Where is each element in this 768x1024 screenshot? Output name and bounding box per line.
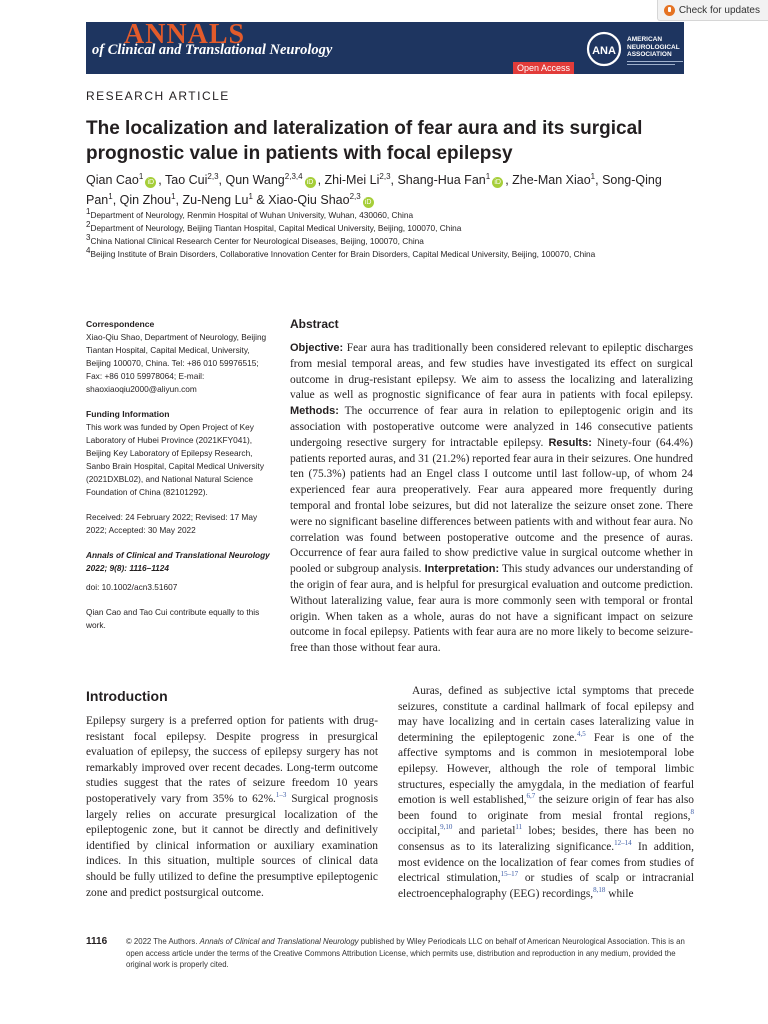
author-name[interactable]: Zhe-Man Xiao	[512, 173, 591, 187]
affiliation-list	[86, 209, 706, 261]
affiliation-text: Beijing Institute of Brain Disorders, Collaborative Innovation Center for Brain Disorders, Capital Medical University, Beijing, 100070, China	[90, 249, 596, 259]
author-name[interactable]: Shang-Hua Fan	[397, 173, 486, 187]
dates-block	[86, 511, 276, 537]
orcid-icon[interactable]: iD	[363, 197, 374, 208]
abstract-body	[290, 341, 693, 657]
ana-name	[627, 36, 680, 59]
affiliation-item	[86, 209, 706, 222]
citation-link[interactable]: 15–17	[500, 870, 519, 879]
author-affiliation-marker: 1	[171, 191, 176, 201]
correspondence-block	[86, 318, 276, 396]
ana-divider	[627, 64, 675, 65]
license-text	[126, 936, 696, 971]
crossmark-icon	[664, 5, 675, 16]
citation-block	[86, 549, 276, 594]
copyright-text: © 2022 The Authors.	[126, 937, 200, 946]
body-text: Epilepsy surgery is a preferred option for patients with drug-resistant focal epilepsy. Despite progress in presurgical evaluation of epilepsy, the success of epilepsy surgery has not remarkably improved over recent decades. Long-term outcome studies suggest that the rates of seizure freedom 10 years postoperatively vary from 35% to 62%.	[86, 715, 378, 805]
interpretation-text: This study advances our understanding of the origin of fear aura, and is helpful for presurgical evaluation and outcome prediction. Without lateralizing value, fear aura is more commonly seen with temporal or frontal origin. When taken as a whole, auras do not have a significant impact on seizure outcome in focal epilepsy. Patients with fear aura are no more likely to become seizure-free than those without fear aura.	[290, 563, 693, 655]
author-affiliation-marker: 2,3,4	[284, 171, 303, 181]
body-text: In addition, most evidence on the localization of fear comes from studies of electrical stimulation,	[398, 840, 694, 885]
open-access-badge: Open Access	[513, 62, 574, 74]
ana-logo-text: ANA	[592, 45, 616, 57]
ana-name-line: ASSOCIATION	[627, 51, 672, 58]
introduction-left-column	[86, 714, 378, 901]
journal-name: Annals of Clinical and Translational Neurology	[199, 937, 359, 946]
objective-label: Objective:	[290, 342, 344, 354]
citation-link[interactable]: 11	[515, 823, 523, 832]
citation-link[interactable]: 8	[690, 807, 694, 816]
author-affiliation-marker: 1	[590, 171, 596, 181]
correspondence-text: Xiao-Qiu Shao, Department of Neurology, Beijing Tiantan Hospital, Capital Medical, University, Beijing 100070, China. Tel: +86 010 59976515; Fax: +86 010 59978064; E-mail: shaoxiaoqiu2000@aliyun.com	[86, 332, 267, 394]
body-text: while	[605, 887, 634, 900]
citation-link[interactable]: 4,5	[577, 729, 586, 738]
funding-block	[86, 408, 276, 499]
author-affiliation-marker: 2,3	[379, 171, 391, 181]
author-name[interactable]: Song-Qing Pan	[86, 173, 662, 207]
affiliation-number: 3	[86, 233, 91, 243]
journal-subtitle: of Clinical and Translational Neurology	[92, 42, 333, 58]
author-separator: ,	[390, 173, 398, 187]
article-info-sidebar	[86, 318, 276, 644]
author-separator: ,	[175, 193, 183, 207]
correspondence-heading: Correspondence	[86, 319, 155, 329]
author-separator: ,	[317, 173, 325, 187]
introduction-right-column	[398, 684, 694, 902]
objective-text: Fear aura has traditionally been considered relevant to epileptic discharges from mesial temporal areas, and few studies have investigated its effect on surgical outcome in drug-resistant epilepsy. We aim to assess the localizing and lateralizing value as well as prognostic significance of fear aura in patients with focal epilepsy.	[290, 342, 694, 402]
author-name[interactable]: Qun Wang	[225, 173, 285, 187]
ana-divider	[627, 61, 683, 62]
abstract-heading: Abstract	[290, 317, 339, 331]
body-text: Surgical prognosis largely relies on accurate presurgical localization of the epileptogenic zone, but it cannot be directly and definitively identified by clinical information or auxiliary examination indices. In this situation, multiple sources of clinical data should be fully utilized to define the presumptive epileptogenic zone and predict postsurgical outcome.	[86, 792, 379, 899]
body-text: lobes; besides, there has been no consensus as to its lateralizing significance.	[398, 825, 695, 853]
author-separator: ,	[595, 173, 603, 187]
affiliation-number: 2	[86, 220, 91, 230]
methods-text: The occurrence of fear aura in relation to epileptogenic origin and its association with postoperative outcome were analyzed in 146 consecutive patients undergoing resective surgery for intractable epilepsy.	[290, 405, 693, 449]
author-name[interactable]: Qian Cao	[86, 173, 139, 187]
doi-link[interactable]: doi: 10.1002/acn3.51607	[86, 582, 178, 592]
author-affiliation-marker: 2,3	[207, 171, 219, 181]
author-separator: &	[252, 193, 269, 207]
author-list	[86, 170, 686, 210]
body-text: Fear is one of the affective symptoms and is common in mesiotemporal lobe epilepsy. However, although the role of temporal limbic structures, especially the amygdala, in the mediation of fearful emotion is well established,	[398, 731, 694, 807]
affiliation-text: Department of Neurology, Beijing Tiantan Hospital, Capital Medical University, Beijing, 100070, China	[90, 223, 462, 233]
check-for-updates-button[interactable]	[657, 0, 768, 21]
body-text: Auras, defined as subjective ictal symptoms that precede seizures, constitute a cardinal hallmark of focal epilepsy and may have localizing and in certain cases lateralizing value in determining the epileptogenic zone.	[398, 685, 694, 744]
orcid-icon[interactable]: iD	[145, 177, 156, 188]
citation-link[interactable]: 12–14	[614, 839, 632, 848]
journal-reference: Annals of Clinical and Translational Neurology 2022; 9(8): 1116–1124	[86, 550, 270, 573]
author-separator: ,	[218, 173, 226, 187]
orcid-icon[interactable]: iD	[305, 177, 316, 188]
methods-label: Methods:	[290, 405, 339, 418]
body-text: the seizure origin of fear has also been found to originate from mesial frontal regions,	[398, 794, 694, 822]
affiliation-number: 4	[86, 246, 91, 256]
results-label: Results:	[548, 436, 592, 449]
page-number: 1116	[86, 936, 108, 947]
author-separator: ,	[158, 173, 165, 187]
journal-banner	[86, 22, 684, 74]
author-name[interactable]: Qin Zhou	[119, 193, 172, 207]
funding-heading: Funding Information	[86, 409, 170, 419]
ana-logo-icon	[586, 31, 622, 67]
equal-contribution-block	[86, 606, 276, 632]
abstract-section	[290, 317, 693, 657]
ana-name-line: NEUROLOGICAL	[627, 43, 680, 51]
body-text: occipital,	[398, 825, 441, 838]
author-name[interactable]: Xiao-Qiu Shao	[268, 193, 350, 207]
citation-link[interactable]: 1–3	[275, 791, 287, 800]
author-separator: ,	[112, 193, 120, 207]
journal-logo: ANNALS	[124, 22, 246, 50]
citation-link[interactable]: 8,18	[593, 885, 606, 894]
article-title: The localization and lateralization of fear aura and its surgical prognostic value in patients with focal epilepsy	[86, 118, 643, 164]
author-affiliation-marker: 1	[248, 191, 253, 201]
affiliation-text: China National Clinical Research Center for Neurological Diseases, Beijing, 100070, China	[90, 236, 424, 246]
funding-text: This work was funded by Open Project of Key Laboratory of Hubei Province (2021KFY041), Beijing Key Laboratory of Epilepsy Research, Sanbo Brain Hospital, Capital Medical University (2021DXBL02), and National Natural Science Foundation of China (82101292).	[86, 422, 265, 497]
check-for-updates-label: Check for updates	[678, 4, 760, 16]
author-separator: ,	[505, 173, 513, 187]
results-text: Ninety-four (64.4%) patients reported auras, and 31 (21.2%) reported fear aura in their seizures. One hundred ten (75.3%) patients had an Engel class I outcome until last follow-up, of whom 24 experienced fear aura preoperatively. Fear aura appeared more frequently during temporal and frontal lobe seizures, but did not lateralize the seizure onset zone. There were no significant baseline differences between patients with and without fear aura. No correlation was found between postoperative outcome and the presence of auras. Occurrence of fear aura failed to show predictive value in surgical outcome whether in pooled or subgroup analysis.	[290, 436, 693, 576]
author-affiliation-marker: 1	[485, 171, 491, 181]
affiliation-item	[86, 235, 706, 248]
license-statement: published by Wiley Periodicals LLC on behalf of American Neurological Association. This is an open access article under the terms of the Creative Commons Attribution License, which permits use, distribution and reproduction in any medium, provided the original work is properly cited.	[126, 937, 685, 969]
body-text: and parietal	[452, 825, 516, 838]
citation-link[interactable]: 6,7	[526, 792, 536, 801]
author-name[interactable]: Zu-Neng Lu	[182, 193, 249, 207]
author-affiliation-marker: 2,3	[349, 191, 361, 201]
affiliation-text: Department of Neurology, Renmin Hospital of Wuhan University, Wuhan, 430060, China	[90, 210, 414, 220]
author-name[interactable]: Zhi-Mei Li	[324, 173, 380, 187]
article-type: RESEARCH ARTICLE	[86, 89, 230, 103]
interpretation-label: Interpretation:	[424, 563, 500, 576]
article-dates: Received: 24 February 2022; Revised: 17 May 2022; Accepted: 30 May 2022	[86, 512, 258, 535]
body-text: or studies of scalp or intracranial electroencephalography (EEG) recordings,	[398, 872, 694, 900]
affiliation-item	[86, 222, 706, 235]
author-name[interactable]: Tao Cui	[165, 173, 208, 187]
introduction-heading: Introduction	[86, 688, 168, 704]
author-affiliation-marker: 1	[138, 171, 144, 181]
affiliation-item	[86, 248, 706, 261]
citation-link[interactable]: 9,10	[440, 823, 453, 832]
author-affiliation-marker: 1	[108, 191, 113, 201]
equal-contribution-note: Qian Cao and Tao Cui contribute equally to this work.	[86, 607, 260, 630]
ana-name-line: AMERICAN	[627, 36, 663, 43]
orcid-icon[interactable]: iD	[492, 177, 503, 188]
affiliation-number: 1	[86, 207, 91, 217]
